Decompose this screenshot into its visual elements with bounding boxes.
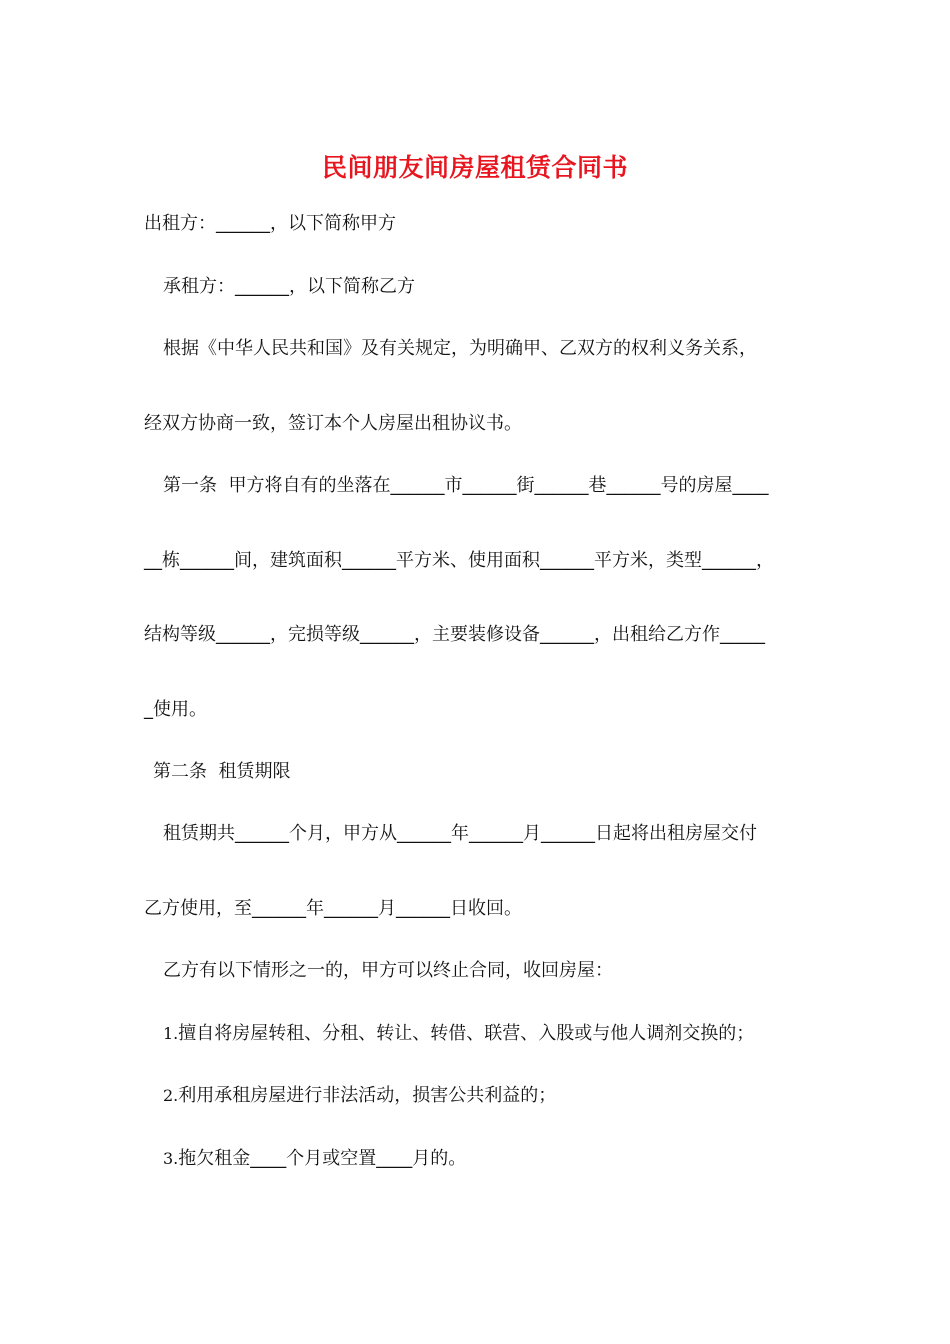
preamble-line-1 [163,336,757,362]
article-1-text-1: 第一条 甲方将自有的坐落在______市______街______巷______号的房屋____ [163,475,769,496]
article-1-text-3: 结构等级______，完损等级______，主要装修设备______，出租给乙方作_____ [144,624,765,645]
document-title: 民间朋友间房屋租赁合同书 [321,153,628,182]
preamble-text-1: 根据《中华人民共和国》及有关规定，为明确甲、乙双方的权利义务关系， [163,338,757,359]
list-item [163,1021,754,1047]
lessor-line [144,211,396,237]
article-1-line-4 [144,697,207,723]
lessee-line [163,274,415,300]
article-1-line-3 [144,622,765,648]
termination-intro-line [163,958,613,984]
article-2-heading [153,759,290,785]
article-1-text-4: _使用。 [144,699,207,720]
article-1-line-1 [163,473,768,499]
preamble-text-2: 经双方协商一致，签订本个人房屋出租协议书。 [144,413,522,434]
list-item-text: 拖欠租金____个月或空置____月的。 [178,1148,467,1169]
list-item [163,1146,466,1172]
list-item-text: 利用承租房屋进行非法活动，损害公共利益的； [178,1085,557,1106]
termination-intro-text: 乙方有以下情形之一的，甲方可以终止合同，收回房屋： [163,960,613,981]
article-2-line-2 [144,896,522,922]
preamble-line-2 [144,411,522,437]
article-2-line-1 [163,821,757,847]
article-2-text-1: 租赁期共______个月，甲方从______年______月______日起将出租房屋交付 [163,823,757,844]
list-item-number: 3. [163,1149,179,1168]
list-item-number: 2. [163,1086,179,1105]
lessor-text: 出租方：______，以下简称甲方 [144,213,396,234]
article-1-line-2 [144,548,774,574]
list-item-text: 擅自将房屋转租、分租、转让、转借、联营、入股或与他人调剂交换的； [178,1023,755,1044]
lessee-text: 承租方：______，以下简称乙方 [163,276,415,297]
article-2-text-2: 乙方使用，至______年______月______日收回。 [144,898,522,919]
article-1-text-2: __栋______间，建筑面积______平方米、使用面积______平方米，类型______， [144,550,774,571]
article-2-heading-text: 第二条 租赁期限 [153,761,291,782]
list-item [163,1083,556,1109]
list-item-number: 1. [163,1024,179,1043]
